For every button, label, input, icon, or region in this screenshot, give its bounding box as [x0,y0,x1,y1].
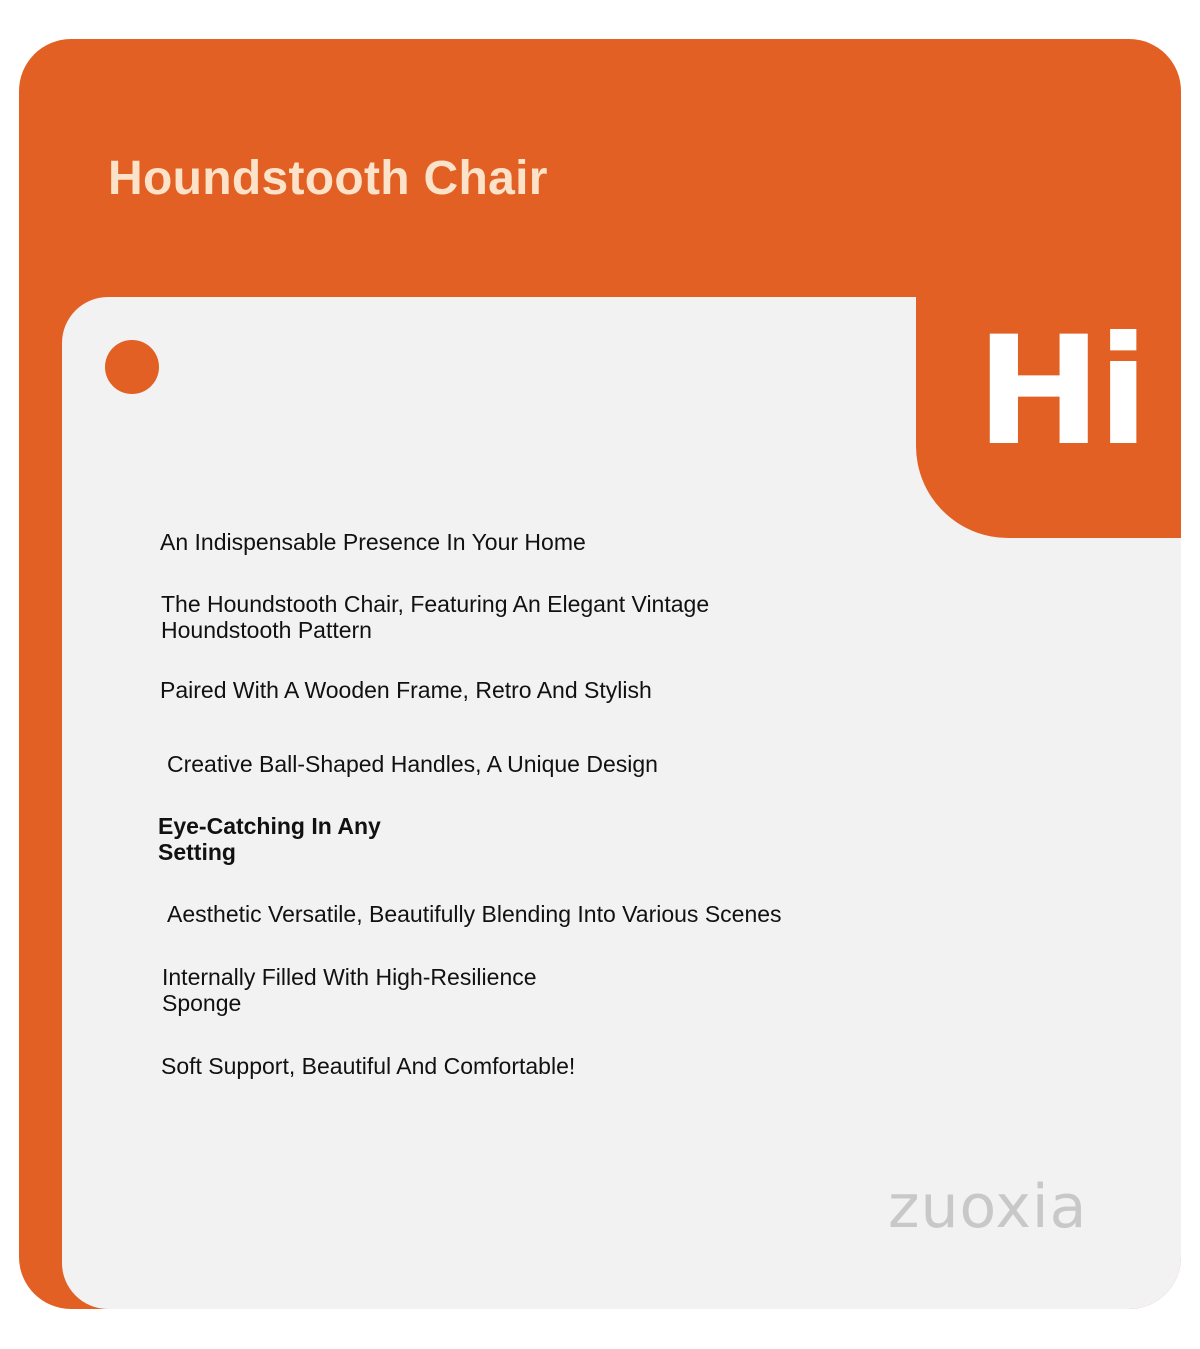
feature-item: An Indispensable Presence In Your Home [160,529,586,555]
hi-badge-text: Hi [976,305,1145,479]
brand-watermark: zuoxia [888,1172,1088,1242]
feature-item: Paired With A Wooden Frame, Retro And Stylish [160,677,652,703]
feature-item: The Houndstooth Chair, Featuring An Elegant Vintage Houndstooth Pattern [161,591,710,643]
feature-item: Creative Ball-Shaped Handles, A Unique Design [167,751,658,777]
page-title: Houndstooth Chair [108,152,548,205]
feature-item: Eye-Catching In Any Setting [158,813,381,865]
orange-dot-icon [105,340,159,394]
feature-item: Soft Support, Beautiful And Comfortable! [161,1053,576,1079]
feature-item: Internally Filled With High-Resilience Sponge [162,964,537,1016]
feature-item: Aesthetic Versatile, Beautifully Blending Into Various Scenes [167,901,782,927]
hi-badge [916,297,1181,538]
product-card [19,39,1181,1309]
content-panel [62,297,1181,1309]
